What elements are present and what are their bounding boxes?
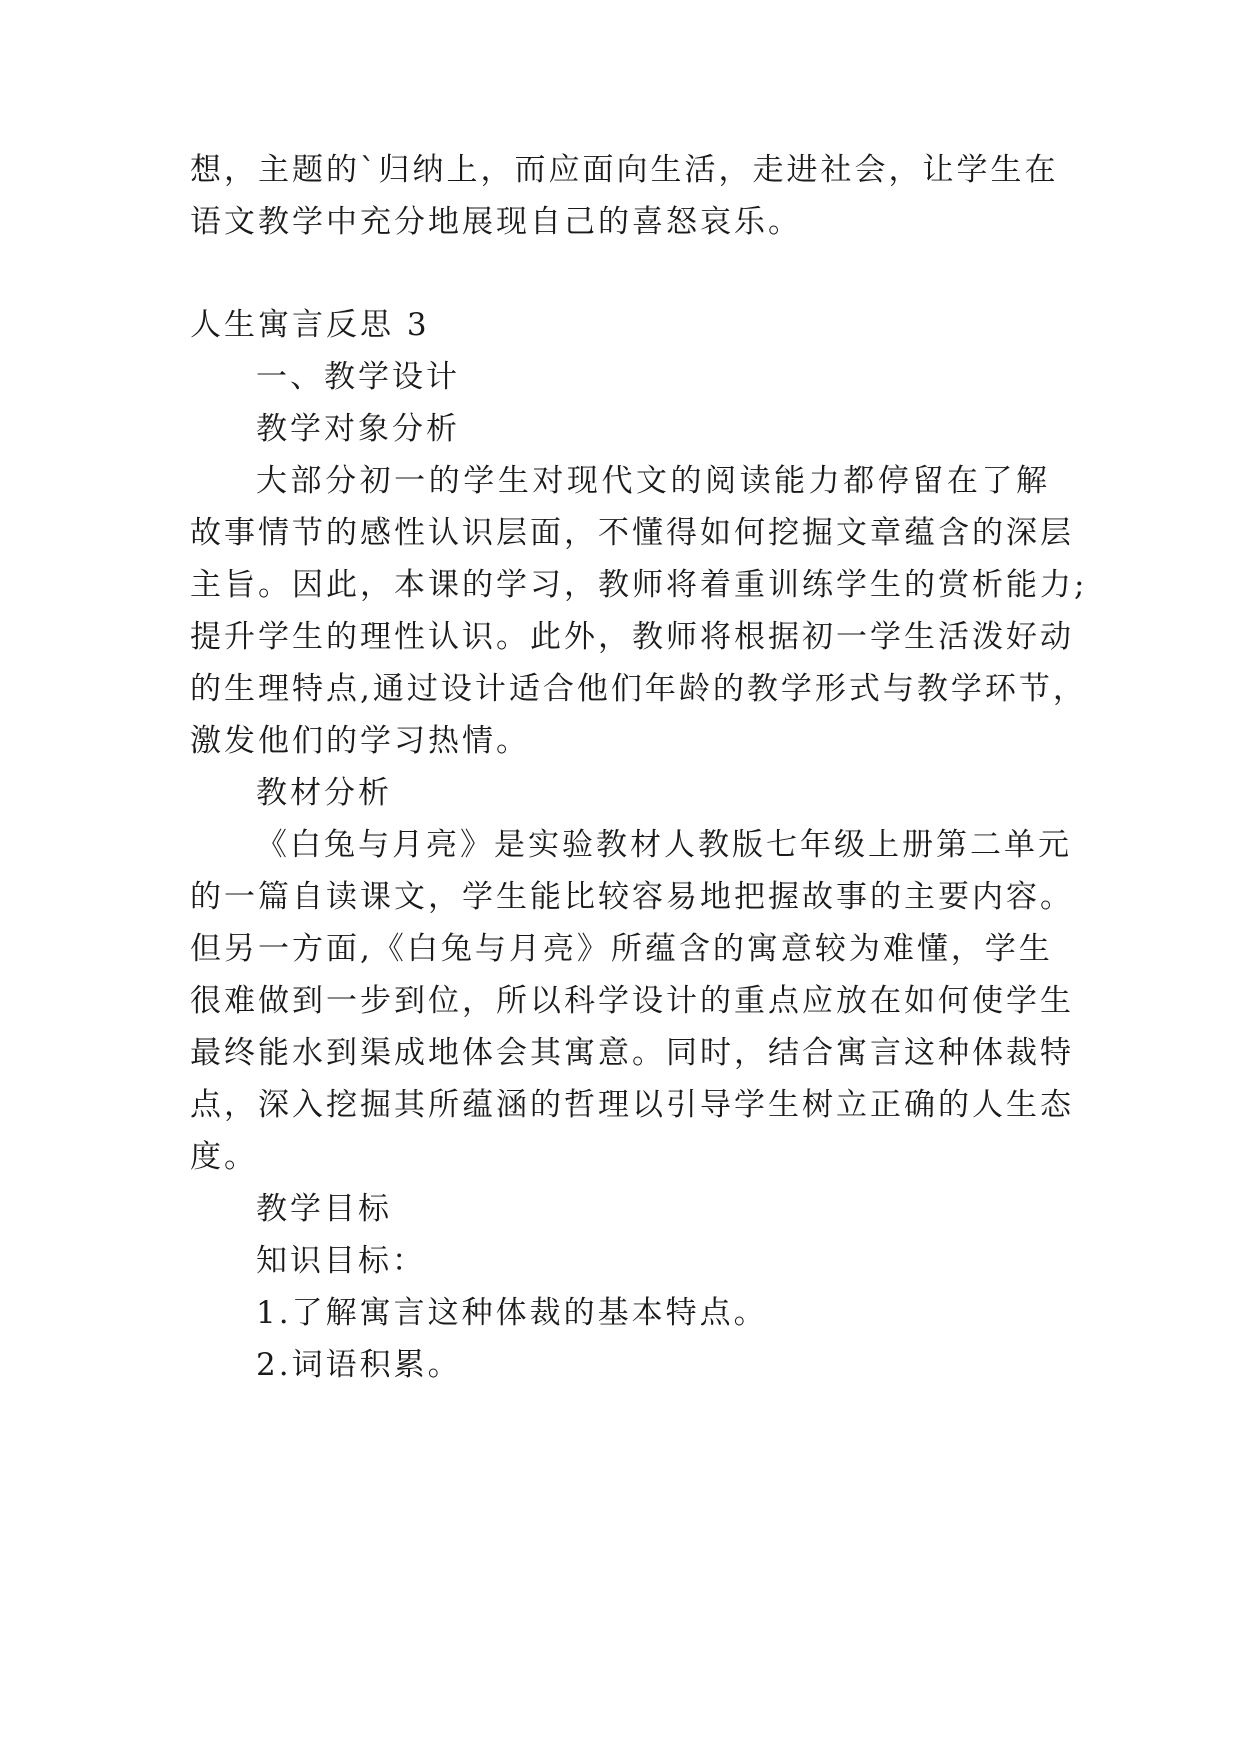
heading: 一、教学设计: [256, 359, 460, 395]
paragraph-line: 激发他们的学习热情。: [190, 723, 530, 759]
paragraph-line: 大部分初一的学生对现代文的阅读能力都停留在了解: [256, 463, 1050, 499]
subheading: 教学对象分析: [256, 411, 460, 447]
list-item: 1.了解寓言这种体裁的基本特点。: [256, 1295, 768, 1331]
subheading: 教材分析: [256, 775, 392, 811]
paragraph-line: 度。: [190, 1139, 258, 1175]
paragraph-line: 《白兔与月亮》是实验教材人教版七年级上册第二单元: [256, 827, 1072, 863]
paragraph-line: 故事情节的感性认识层面，不懂得如何挖掘文章蕴含的深层: [190, 515, 1074, 551]
paragraph-line: 语文教学中充分地展现自己的喜怒哀乐。: [190, 204, 802, 240]
paragraph-line: 想，主题的`归纳上，而应面向生活，走进社会，让学生在: [190, 152, 1059, 188]
paragraph-line: 提升学生的理性认识。此外，教师将根据初一学生活泼好动: [190, 619, 1074, 655]
list-item: 2.词语积累。: [256, 1347, 462, 1383]
paragraph-line: 的生理特点,通过设计适合他们年龄的教学形式与教学环节，: [190, 671, 1087, 707]
paragraph-line: 点，深入挖掘其所蕴涵的哲理以引导学生树立正确的人生态: [190, 1087, 1074, 1123]
subheading: 教学目标: [256, 1191, 392, 1227]
paragraph-line: 很难做到一步到位，所以科学设计的重点应放在如何使学生: [190, 983, 1074, 1019]
section-title: 人生寓言反思 3: [190, 307, 430, 343]
paragraph-line: 的一篇自读课文，学生能比较容易地把握故事的主要内容。: [190, 879, 1074, 915]
subheading: 知识目标：: [256, 1243, 426, 1279]
paragraph-line: 但另一方面,《白兔与月亮》所蕴含的寓意较为难懂，学生: [190, 931, 1053, 967]
paragraph-line: 最终能水到渠成地体会其寓意。同时，结合寓言这种体裁特: [190, 1035, 1074, 1071]
paragraph-line: 主旨。因此，本课的学习，教师将着重训练学生的赏析能力;: [190, 567, 1088, 603]
